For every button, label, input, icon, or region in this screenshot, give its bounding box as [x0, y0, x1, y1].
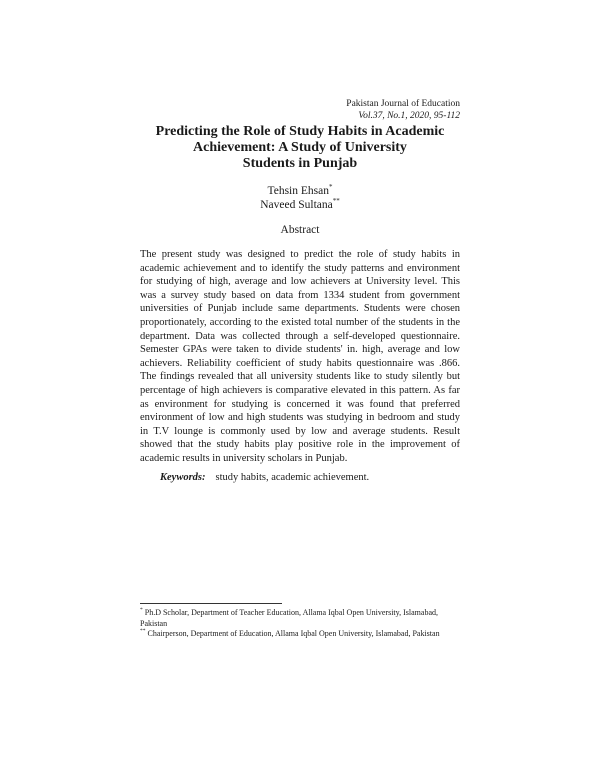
abstract-text: The present study was designed to predict the role of study habits in academic achievement and to identify the study patterns and environment for studying of high, average and low achievers at University level. This was a survey study based on data from 1334 student from government universities of Punjab include same departments. Students were chosen proportionately, according to the existed total number of the students in the department. Data was collected through a self-developed questionnaire. Semester GPAs were taken to divide students' in. high, average and low achievers. Reliability coefficient of study habits questionnaire was .866. The findings revealed that all university students like to study silently but percentage of high achievers is comparative elevated in this pattern. As far as environment for studying is concerned it was found that preferred environment of low and high students was studying in bedroom and study in T.V lounge is commonly used by low and average students. Result showed that the study habits play positive role in the improvement of academic results in university scholars in Punjab.: [140, 249, 460, 464]
footnote-divider: [140, 603, 282, 604]
journal-name: Pakistan Journal of Education: [346, 99, 460, 109]
footnote-1-mark: *: [140, 607, 143, 614]
footnotes: [140, 608, 460, 640]
title-line-3: Students in Punjab: [242, 156, 358, 171]
footnote-2-text: Chairperson, Department of Education, Allama Iqbal Open University, Islamabad, Pakistan: [147, 629, 440, 638]
keywords-line: [160, 472, 369, 483]
author-2-name: Naveed Sultana: [260, 199, 333, 211]
title-line-1: Predicting the Role of Study Habits in Academic: [155, 124, 445, 139]
title-line-2: Achievement: A Study of University: [193, 140, 407, 155]
footnote-1: [140, 608, 460, 629]
journal-volume-info: Vol.37, No.1, 2020, 95-112: [358, 111, 460, 121]
keywords-label: Keywords:: [160, 472, 206, 483]
paper-title: [140, 124, 460, 172]
author-1: [140, 184, 460, 198]
footnote-1-text: Ph.D Scholar, Department of Teacher Education, Allama Iqbal Open University, Islamabad, Pakistan: [140, 608, 439, 628]
author-list: [140, 184, 460, 212]
footnote-2-mark: **: [140, 628, 146, 635]
keywords-value: study habits, academic achievement.: [215, 472, 370, 483]
abstract-heading: Abstract: [280, 224, 320, 236]
author-2: [140, 198, 460, 212]
journal-header: [346, 98, 460, 122]
author-1-mark: *: [328, 183, 333, 192]
author-2-mark: **: [332, 197, 340, 206]
footnote-2: [140, 629, 460, 640]
author-1-name: Tehsin Ehsan: [267, 185, 329, 197]
